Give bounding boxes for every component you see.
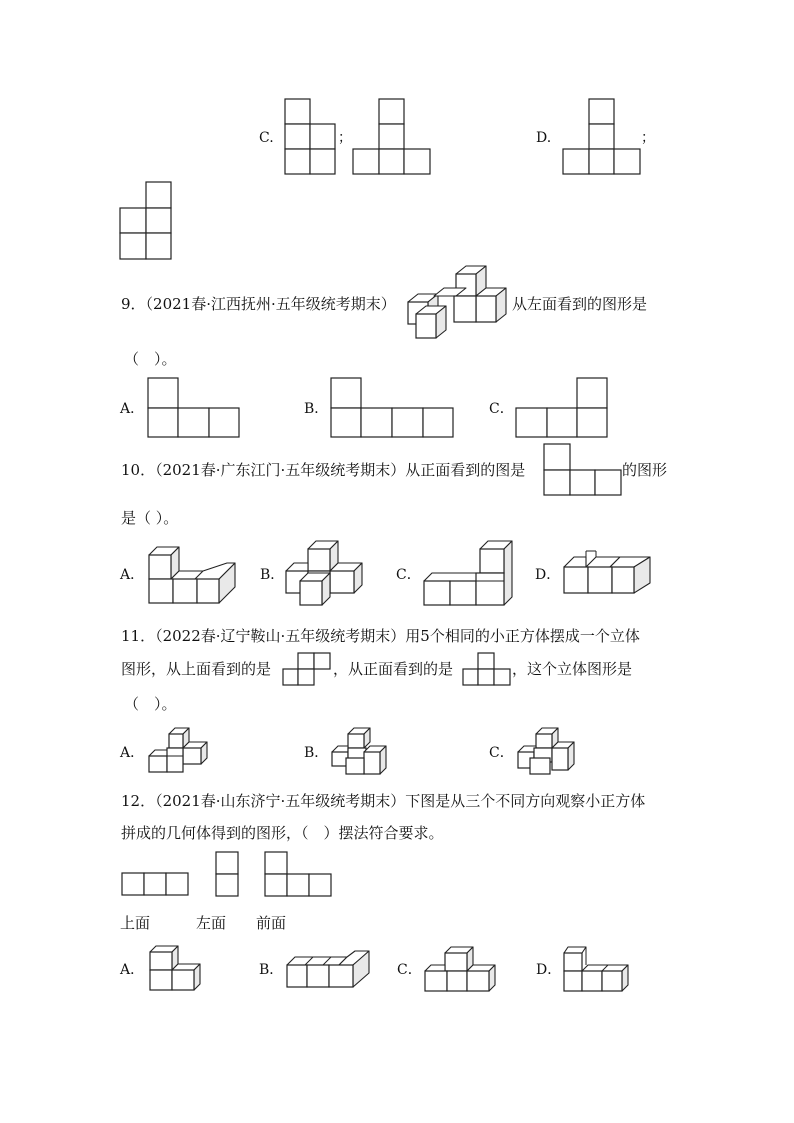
q12-label-top: 上面 <box>120 914 151 932</box>
q12-option-a-figure <box>148 944 204 992</box>
q11-option-a-label: A． <box>120 745 145 761</box>
q8-option-d-figure-2 <box>119 181 173 261</box>
q12-left-view-figure <box>215 851 241 899</box>
q9-stem-suffix: 从左面看到的图形是 <box>512 295 648 313</box>
q12-stem-line2: 拼成的几何体得到的图形，（ ）摆法符合要求。 <box>121 824 444 842</box>
q11-option-c-figure <box>516 728 578 776</box>
q11-stem-line2-b: ，从正面看到的是 <box>333 660 454 678</box>
q12-top-view-figure <box>121 872 191 898</box>
q11-stem-line3: （ ）。 <box>124 695 177 713</box>
q8-option-c-figure-1 <box>284 98 336 176</box>
q11-front-view-figure <box>462 652 512 688</box>
q11-stem-line2-c: ，这个立体图形是 <box>512 660 633 678</box>
q10-option-b-label: B． <box>260 567 285 583</box>
q10-option-d-label: D． <box>535 567 561 583</box>
q8-option-c-figure-2 <box>352 98 431 176</box>
q9-stem-line2: （ ）。 <box>124 350 177 368</box>
q11-top-view-figure <box>282 652 332 688</box>
q9-option-c-figure <box>515 377 609 439</box>
q8-option-d-figure-1 <box>562 98 641 176</box>
q11-option-a-figure <box>147 728 211 774</box>
q12-front-view-figure <box>264 851 334 899</box>
q11-stem-line1: 11．（2022春·辽宁鞍山·五年级统考期末）用5个相同的小正方体摆成一个立体 <box>121 627 640 645</box>
q10-option-a-label: A． <box>120 567 145 583</box>
q8-option-d-label: D. <box>536 130 552 146</box>
q8-separator-1: ； <box>338 130 352 146</box>
q12-option-d-figure <box>562 945 632 993</box>
q12-label-left: 左面 <box>196 914 227 932</box>
q9-stem-prefix: 9．（2021春·江西抚州·五年级统考期末） <box>121 295 396 313</box>
q12-option-b-figure <box>285 951 373 991</box>
q10-stem-prefix: 10．（2021春·广东江门·五年级统考期末）从正面看到的图是 <box>121 461 526 479</box>
q12-option-d-label: D． <box>536 962 562 978</box>
q12-option-c-label: C． <box>397 962 422 978</box>
q12-stem-line1: 12．（2021春·山东济宁·五年级统考期末）下图是从三个不同方向观察小正方体 <box>121 792 646 810</box>
q10-option-a-figure <box>147 545 239 605</box>
q12-option-c-figure <box>423 945 497 993</box>
q12-option-a-label: A． <box>120 962 145 978</box>
q10-front-view-figure <box>543 443 623 497</box>
q10-stem-suffix: 的图形 <box>622 461 668 479</box>
q9-option-a-label: A． <box>120 401 145 417</box>
q10-option-c-figure <box>422 541 516 607</box>
q10-option-b-figure <box>284 541 368 607</box>
q8-option-c-label: C. <box>259 130 274 146</box>
q8-separator-2: ； <box>641 130 655 146</box>
q9-option-b-label: B． <box>304 401 329 417</box>
q11-stem-line2-a: 图形，从上面看到的是 <box>121 660 272 678</box>
q11-option-b-figure <box>330 728 390 776</box>
q10-stem-line2: 是（ ）。 <box>121 509 179 527</box>
q10-option-c-label: C． <box>396 567 421 583</box>
q12-option-b-label: B． <box>259 962 284 978</box>
q10-option-d-figure <box>562 549 654 597</box>
q12-label-front: 前面 <box>256 914 287 932</box>
q11-option-b-label: B． <box>304 745 329 761</box>
q9-option-c-label: C． <box>489 401 514 417</box>
q9-solid-figure <box>406 266 512 340</box>
q11-option-c-label: C． <box>489 745 514 761</box>
q9-option-a-figure <box>147 377 241 439</box>
q9-option-b-figure <box>330 377 456 439</box>
